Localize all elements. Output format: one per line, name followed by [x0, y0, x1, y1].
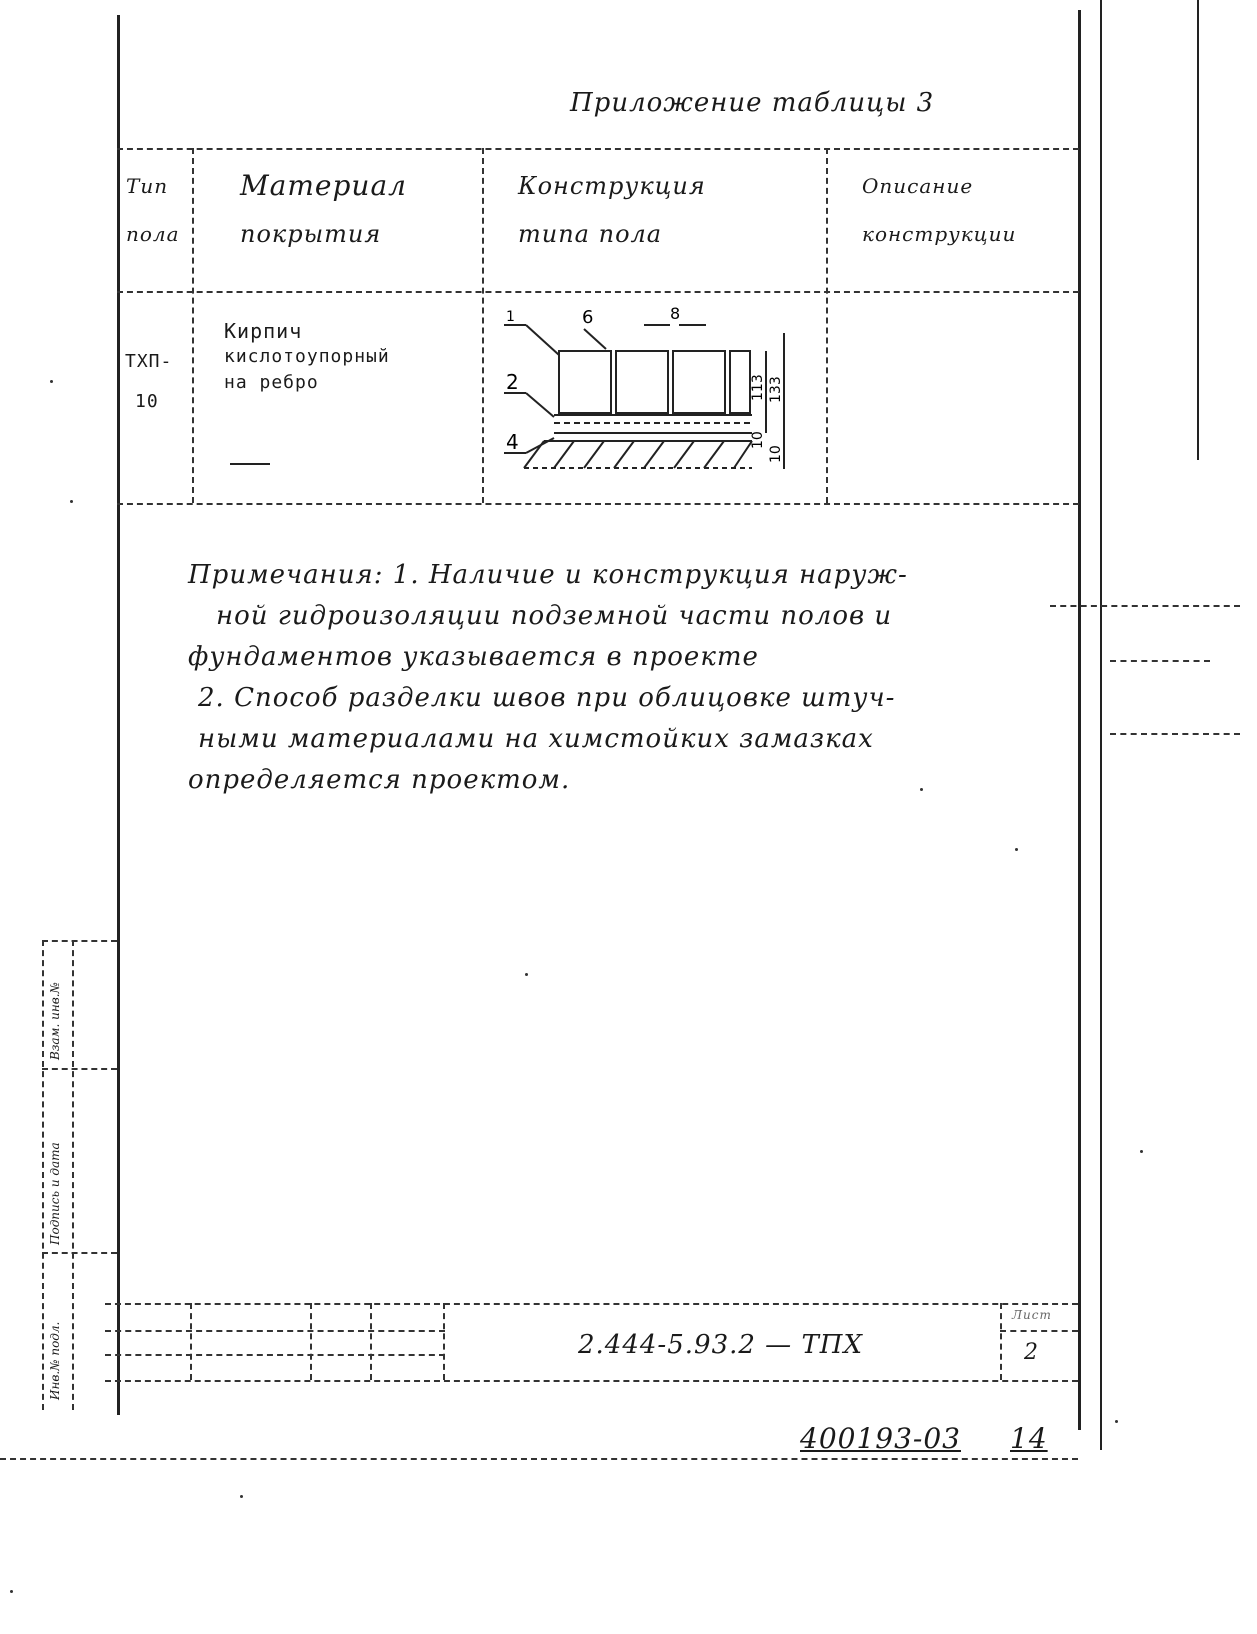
side-box-divider-1 [42, 1068, 117, 1070]
archive-number: 400193-03 [800, 1422, 961, 1455]
stamp-col-sheet [1000, 1303, 1002, 1380]
stamp-sheet-divider [1000, 1330, 1078, 1332]
side-margin-line [42, 940, 44, 1410]
document-code: 2.444-5.93.2 — ТПХ [578, 1330, 863, 1360]
side-box-inner-line [72, 940, 74, 1410]
header-floor-type [126, 162, 180, 258]
page-number: 14 [1010, 1422, 1048, 1455]
side-label-replaced-inv: Взам. инв.№ [48, 982, 62, 1060]
sheet-edge-line-2 [1197, 0, 1199, 460]
scan-speck [10, 1590, 13, 1593]
table-col-divider-3 [826, 148, 828, 503]
scan-speck [50, 380, 53, 383]
scan-speck [920, 788, 923, 791]
header-floor-construction-line1: Конструкция [518, 172, 706, 200]
notes-line-1: Примечания: 1. Наличие и конструкция наруж- [188, 560, 908, 590]
stamp-col-3 [370, 1303, 372, 1380]
drawing-dim-133: 133 [768, 376, 784, 403]
drawing-dim-10a: 10 [750, 431, 766, 449]
notes-line-6: определяется проектом. [188, 765, 571, 795]
sheet-label: Лист [1012, 1308, 1052, 1322]
header-floor-type-line1: Тип [126, 174, 169, 198]
table-appendix-title: Приложение таблицы 3 [570, 88, 935, 118]
side-box-top [42, 940, 117, 942]
drawing-label-2: 2 [506, 370, 519, 394]
right-margin-dash-3 [1110, 733, 1240, 735]
notes-line-5: ными материалами на химстойких замазках [198, 724, 874, 754]
cell-material-line1: Кирпич [224, 319, 303, 343]
cell-floor-type-line1: ТХП- [125, 351, 173, 372]
drawing-label-4: 4 [506, 430, 519, 454]
header-floor-type-line2: пола [126, 222, 180, 246]
cell-material-line2: кислотоупорный [224, 346, 390, 367]
frame-left-border [117, 15, 120, 1415]
side-label-inv-number: Инв.№ подл. [48, 1321, 62, 1400]
stamp-row-line-2 [105, 1354, 445, 1356]
scan-speck [70, 500, 73, 503]
header-description-line2: конструкции [862, 222, 1017, 246]
notes-line-4: 2. Способ разделки швов при облицовке штуч- [198, 683, 896, 713]
right-margin-dash-2 [1110, 660, 1210, 662]
drawing-dim-10b: 10 [768, 445, 784, 463]
notes-line-3: фундаментов указывается в проекте [188, 642, 759, 672]
side-label-signature-date: Подпись и дата [48, 1142, 62, 1245]
header-coating-material-line2: покрытия [240, 220, 382, 248]
scan-speck [525, 973, 528, 976]
side-box-divider-2 [42, 1252, 117, 1254]
notes-line-2: ной гидроизоляции подземной части полов и [216, 601, 893, 631]
bottom-dashed-line [0, 1458, 1078, 1460]
table-top-border [117, 148, 1079, 150]
stamp-col-1 [190, 1303, 192, 1380]
cell-material-line3: на ребро [224, 372, 319, 393]
scan-speck [240, 1495, 243, 1498]
header-floor-construction-line2: типа пола [518, 220, 663, 248]
sheet-edge-line [1100, 0, 1102, 1450]
table-col-divider-1 [192, 148, 194, 503]
drawing-label-6: 6 [582, 307, 594, 328]
header-coating-material-line1: Материал [240, 169, 407, 202]
scan-speck [1015, 848, 1018, 851]
stamp-col-2 [310, 1303, 312, 1380]
stamp-top-border [105, 1303, 1078, 1305]
cell-coating-material [224, 318, 390, 396]
sheet-number: 2 [1024, 1340, 1039, 1365]
cell-floor-type [125, 342, 172, 422]
stamp-bottom-border [105, 1380, 1078, 1382]
header-floor-construction [518, 162, 706, 258]
cell-floor-type-line2: 10 [135, 391, 159, 412]
header-description-line1: Описание [862, 174, 974, 198]
stamp-col-4 [443, 1303, 445, 1380]
drawing-label-8: 8 [670, 304, 681, 323]
floor-construction-drawing [484, 293, 826, 503]
notes-block [188, 555, 1058, 801]
header-coating-material [240, 162, 407, 258]
scan-speck [1115, 1420, 1118, 1423]
right-margin-dash-1 [1050, 605, 1240, 607]
drawing-label-1: 1 [506, 309, 515, 325]
frame-right-border [1078, 10, 1081, 1430]
table-bottom-border [117, 503, 1079, 505]
header-construction-description [862, 162, 1016, 258]
drawing-dim-113: 113 [750, 374, 766, 401]
cell-material-dash [230, 463, 270, 465]
stamp-row-line-1 [105, 1330, 445, 1332]
scan-speck [1140, 1150, 1143, 1153]
